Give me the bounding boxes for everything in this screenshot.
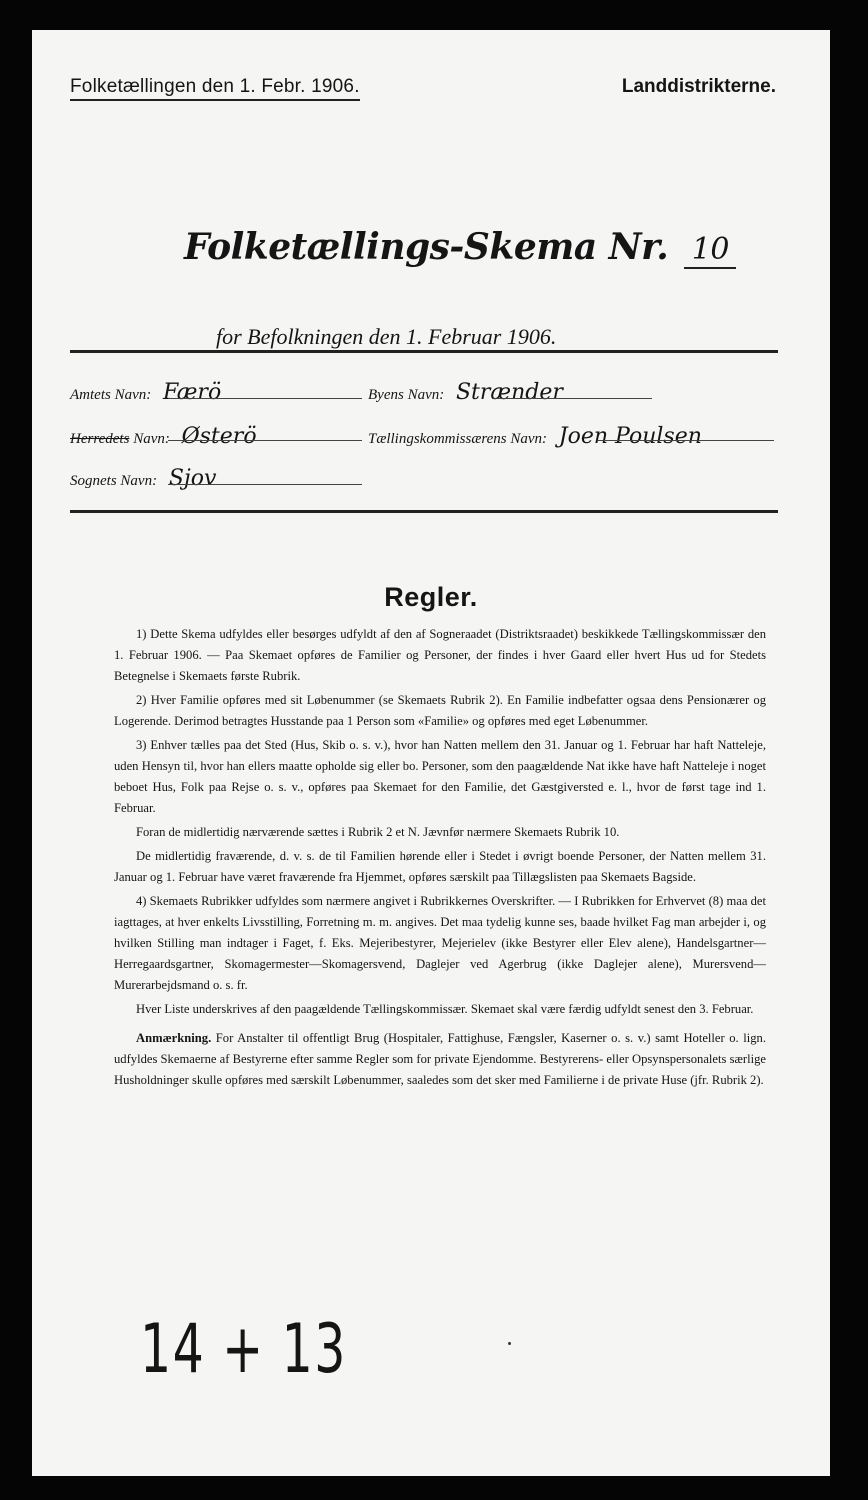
rule-paragraph-6: 4) Skemaets Rubrikker udfyldes som nærmere angivet i Rubrikkernes Overskrifter. — I Rubrikken for Erhvervet (8) maa det iagttages, at hver enkelts Livsstilling, Forretning m. m. angives. Det maa tydelig kunne ses, baade hvilket Fag man arbejder i, og hvilken Stilling man indtager i Faget, f. Eks. Mejeribestyrer, Mejerielev (ikke Bestyrer eller Elev alene), Handelsgartner—Herregaardsgartner, Skomagermester—Skomagersvend, Daglejer ved Agerbrug (ikke Daglejer alene), Murersvend—Murerarbejdsmand o. s. fr. bbox=[114, 894, 766, 992]
ink-dot bbox=[508, 1342, 511, 1345]
note-text: For Anstalter til offentligt Brug (Hospitaler, Fattighuse, Fængsler, Kaserner o. s. v.) samt Hoteller o. lign. udfyldes Skemaerne af Bestyrerne efter samme Regler som for private Ejendomme. Bestyrerens- eller Opsynspersonalets særlige Husholdninger skulle opføres med særskilt Løbenummer, saaledes som det sker med Familierne i de private Huse (jfr. Rubrik 2). bbox=[114, 1031, 766, 1087]
by-underline bbox=[492, 398, 652, 399]
by-field bbox=[368, 380, 563, 405]
rule-paragraph-3: 3) Enhver tælles paa det Sted (Hus, Skib o. s. v.), hvor han Natten mellem den 31. Januar og 1. Februar har haft Natteleje, uden Hensyn til, hvor han ellers maatte opholde sig eller bo. Personer, som den paagældende Nat ikke have haft Natteleje i noget beboet Hus, Folk paa Rejse o. s. v., opføres paa Skemaet for den Familie, det Gæstgiversted e. l., hvor de først tage ind 1. Februar. bbox=[114, 738, 766, 815]
amt-label: Amtets Navn: bbox=[70, 387, 152, 403]
census-form-sheet bbox=[32, 30, 830, 1476]
rule-paragraph-2: 2) Hver Familie opføres med sit Løbenummer (se Skemaets Rubrik 2). En Familie indbefatter ogsaa dens Pensionærer og Logerende. Derimod betragtes Husstande paa 1 Person som «Familie» og opføres med eget Løbenummer. bbox=[114, 693, 766, 728]
district-type-header: Landdistrikterne. bbox=[621, 76, 776, 97]
sogn-value: Sjov bbox=[168, 466, 217, 491]
by-value: Strænder bbox=[455, 380, 563, 405]
form-subtitle: for Befolkningen den 1. Februar 1906. bbox=[216, 324, 557, 349]
note-paragraph bbox=[114, 1028, 766, 1091]
rule-paragraph-7: Hver Liste underskrives af den paagældende Tællingskommissær. Skemaet skal være færdig udfyldt senest den 3. Februar. bbox=[136, 1002, 754, 1016]
rule-paragraph-1: 1) Dette Skema udfyldes eller besørges udfyldt af den af Sogneraadet (Distriktsraadet) beskikkede Tællingskommissær den 1. Februar 1906. — Paa Skemaet opføres de Familier og Personer, der findes i hver Gaard eller hvert Hus ud for Stedets Betegnelse i Skemaets første Rubrik. bbox=[114, 627, 766, 683]
rule-paragraph-4: Foran de midlertidig nærværende sættes i Rubrik 2 et N. Jævnfør nærmere Skemaets Rubrik 10. bbox=[136, 825, 620, 839]
herred-field bbox=[70, 424, 257, 449]
amt-field bbox=[70, 380, 221, 405]
form-number: 10 bbox=[684, 232, 736, 269]
kommissaer-label: Tællingskommissærens Navn: bbox=[368, 431, 548, 447]
herred-label-struck: Herredets bbox=[70, 431, 130, 447]
bottom-divider bbox=[70, 510, 778, 513]
kommissaer-field bbox=[368, 424, 702, 449]
sogn-underline bbox=[168, 484, 362, 485]
by-label: Byens Navn: bbox=[368, 387, 445, 403]
sogn-field bbox=[70, 466, 216, 491]
amt-underline bbox=[168, 398, 362, 399]
top-divider bbox=[70, 350, 778, 353]
note-label: Anmærkning. bbox=[136, 1031, 212, 1045]
rule-paragraph-5: De midlertidig fraværende, d. v. s. de til Familien hørende eller i Stedet i øvrigt boende Personer, der Natten mellem 31. Januar og 1. Februar have været fraværende fra Hjemmet, opføres særskilt paa Tillægslisten paa Skemaets Bagside. bbox=[114, 849, 766, 884]
herred-label: Navn: bbox=[133, 431, 170, 447]
herred-underline bbox=[168, 440, 362, 441]
herred-value: Østerö bbox=[181, 424, 257, 449]
form-title-text: Folketællings-Skema Nr. bbox=[184, 226, 669, 268]
rules-heading: Regler. bbox=[384, 582, 478, 612]
form-title bbox=[184, 226, 736, 269]
kommissaer-underline bbox=[598, 440, 774, 441]
rules-body bbox=[114, 624, 766, 1094]
kommissaer-value: Joen Poulsen bbox=[558, 424, 702, 449]
sogn-label: Sognets Navn: bbox=[70, 473, 158, 489]
amt-value: Færö bbox=[162, 380, 222, 405]
census-date-header: Folketællingen den 1. Febr. 1906. bbox=[70, 76, 360, 101]
handwritten-total: 14 + 13 bbox=[140, 1310, 347, 1389]
